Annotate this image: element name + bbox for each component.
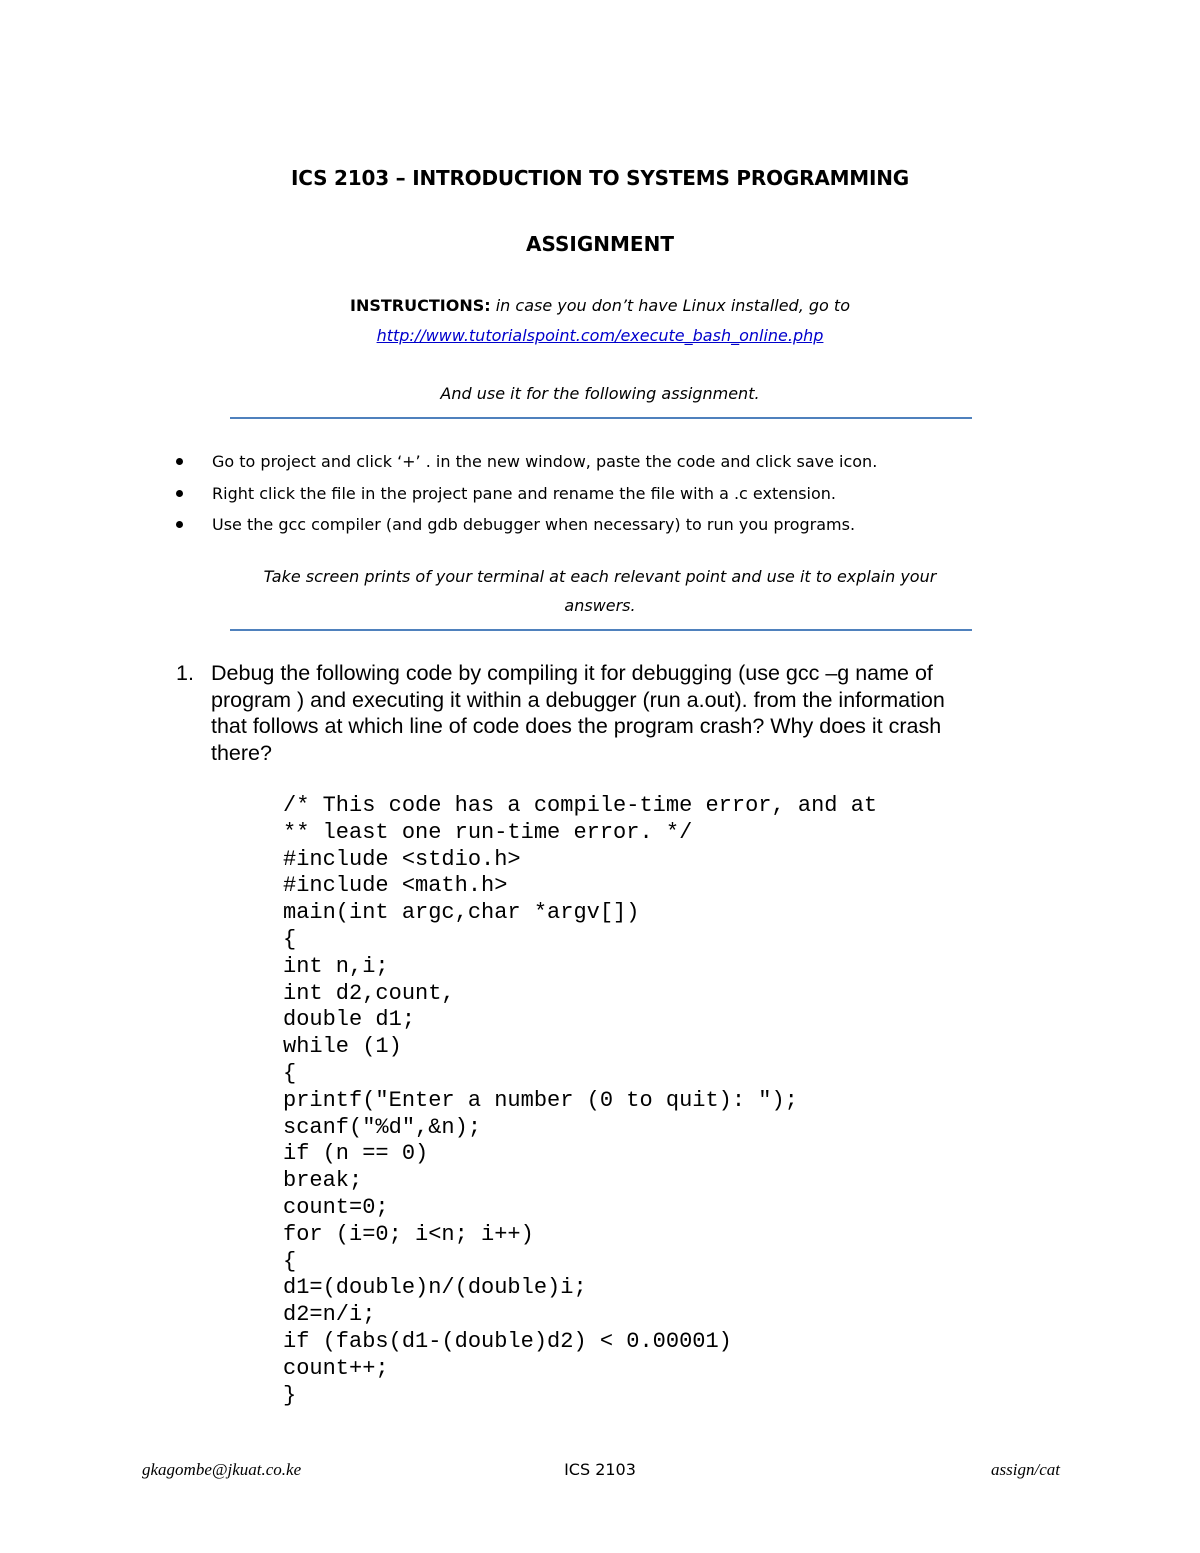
- code-line: int d2,count,: [283, 980, 455, 1006]
- footer-email: gkagombe@jkuat.co.ke: [142, 1460, 302, 1479]
- code-line: int n,i;: [283, 953, 389, 979]
- code-line: #include <stdio.h>: [283, 846, 521, 872]
- list-item: [176, 482, 1076, 514]
- instructions-label: INSTRUCTIONS:: [350, 296, 491, 315]
- question-line: program ) and executing it within a debugger (run a.out). from the information: [211, 687, 945, 712]
- bullet-icon: [176, 521, 183, 528]
- assignment-heading: ASSIGNMENT: [526, 232, 674, 256]
- code-line: {: [283, 1248, 297, 1274]
- note-line: Take screen prints of your terminal at each relevant point and use it to explain your: [263, 567, 937, 586]
- code-line: #include <math.h>: [283, 873, 508, 899]
- code-line: printf("Enter a number (0 to quit): ");: [283, 1087, 798, 1113]
- bullet-text: Use the gcc compiler (and gdb debugger when necessary) to run you programs.: [212, 515, 856, 534]
- question-text: [211, 660, 1036, 766]
- code-line: {: [283, 1060, 297, 1086]
- code-line: /* This code has a compile-time error, and at: [283, 793, 878, 818]
- screen-print-note: [220, 562, 980, 620]
- code-line: main(int argc,char *argv[]): [283, 900, 640, 926]
- code-line: count++;: [283, 1355, 389, 1381]
- instructions-line: [0, 295, 1200, 317]
- code-line: ** least one run-time error. */: [283, 819, 693, 845]
- follow-up-text: And use it for the following assignment.: [440, 384, 760, 403]
- bullet-icon: [176, 490, 183, 497]
- list-item: [176, 450, 1076, 482]
- instructions-link-line: [0, 325, 1200, 347]
- code-line: scanf("%d",&n);: [283, 1114, 482, 1140]
- question-line: that follows at which line of code does the program crash? Why does it crash: [211, 714, 942, 739]
- question-number: 1.: [176, 661, 194, 685]
- question-line: there?: [211, 740, 272, 765]
- note-line: answers.: [564, 596, 636, 615]
- code-line: }: [283, 1382, 297, 1408]
- code-line: if (fabs(d1-(double)d2) < 0.00001): [283, 1328, 732, 1354]
- code-line: break;: [283, 1168, 363, 1194]
- question-1: [176, 660, 1036, 766]
- tutorialspoint-link[interactable]: http://www.tutorialspoint.com/execute_bash_online.php: [376, 326, 824, 345]
- code-line: d1=(double)n/(double)i;: [283, 1275, 587, 1301]
- footer-course-code: ICS 2103: [564, 1460, 636, 1479]
- code-line: if (n == 0): [283, 1141, 429, 1167]
- code-line: while (1): [283, 1034, 402, 1060]
- footer-doc-type: assign/cat: [991, 1460, 1060, 1479]
- code-line: double d1;: [283, 1007, 416, 1033]
- code-line: count=0;: [283, 1194, 389, 1220]
- divider-bottom: [230, 629, 972, 631]
- instructions-follow-up: [0, 383, 1200, 405]
- instructions-text: in case you don’t have Linux installed, go to: [490, 296, 850, 315]
- bullet-text: Go to project and click ‘+’ . in the new window, paste the code and click save icon.: [212, 452, 878, 471]
- bullet-text: Right click the file in the project pane and rename the file with a .c extension.: [212, 483, 837, 503]
- page-title: ICS 2103 – INTRODUCTION TO SYSTEMS PROGRAMMING: [290, 166, 909, 190]
- list-item: [176, 513, 1076, 545]
- code-line: d2=n/i;: [283, 1302, 376, 1328]
- bullet-icon: [176, 458, 183, 465]
- divider-top: [230, 417, 972, 419]
- question-line: Debug the following code by compiling it for debugging (use gcc –g name of: [211, 661, 933, 685]
- instruction-bullets: [176, 450, 1076, 545]
- code-listing: [283, 793, 877, 1409]
- code-line: {: [283, 926, 297, 952]
- code-line: for (i=0; i<n; i++): [283, 1221, 534, 1247]
